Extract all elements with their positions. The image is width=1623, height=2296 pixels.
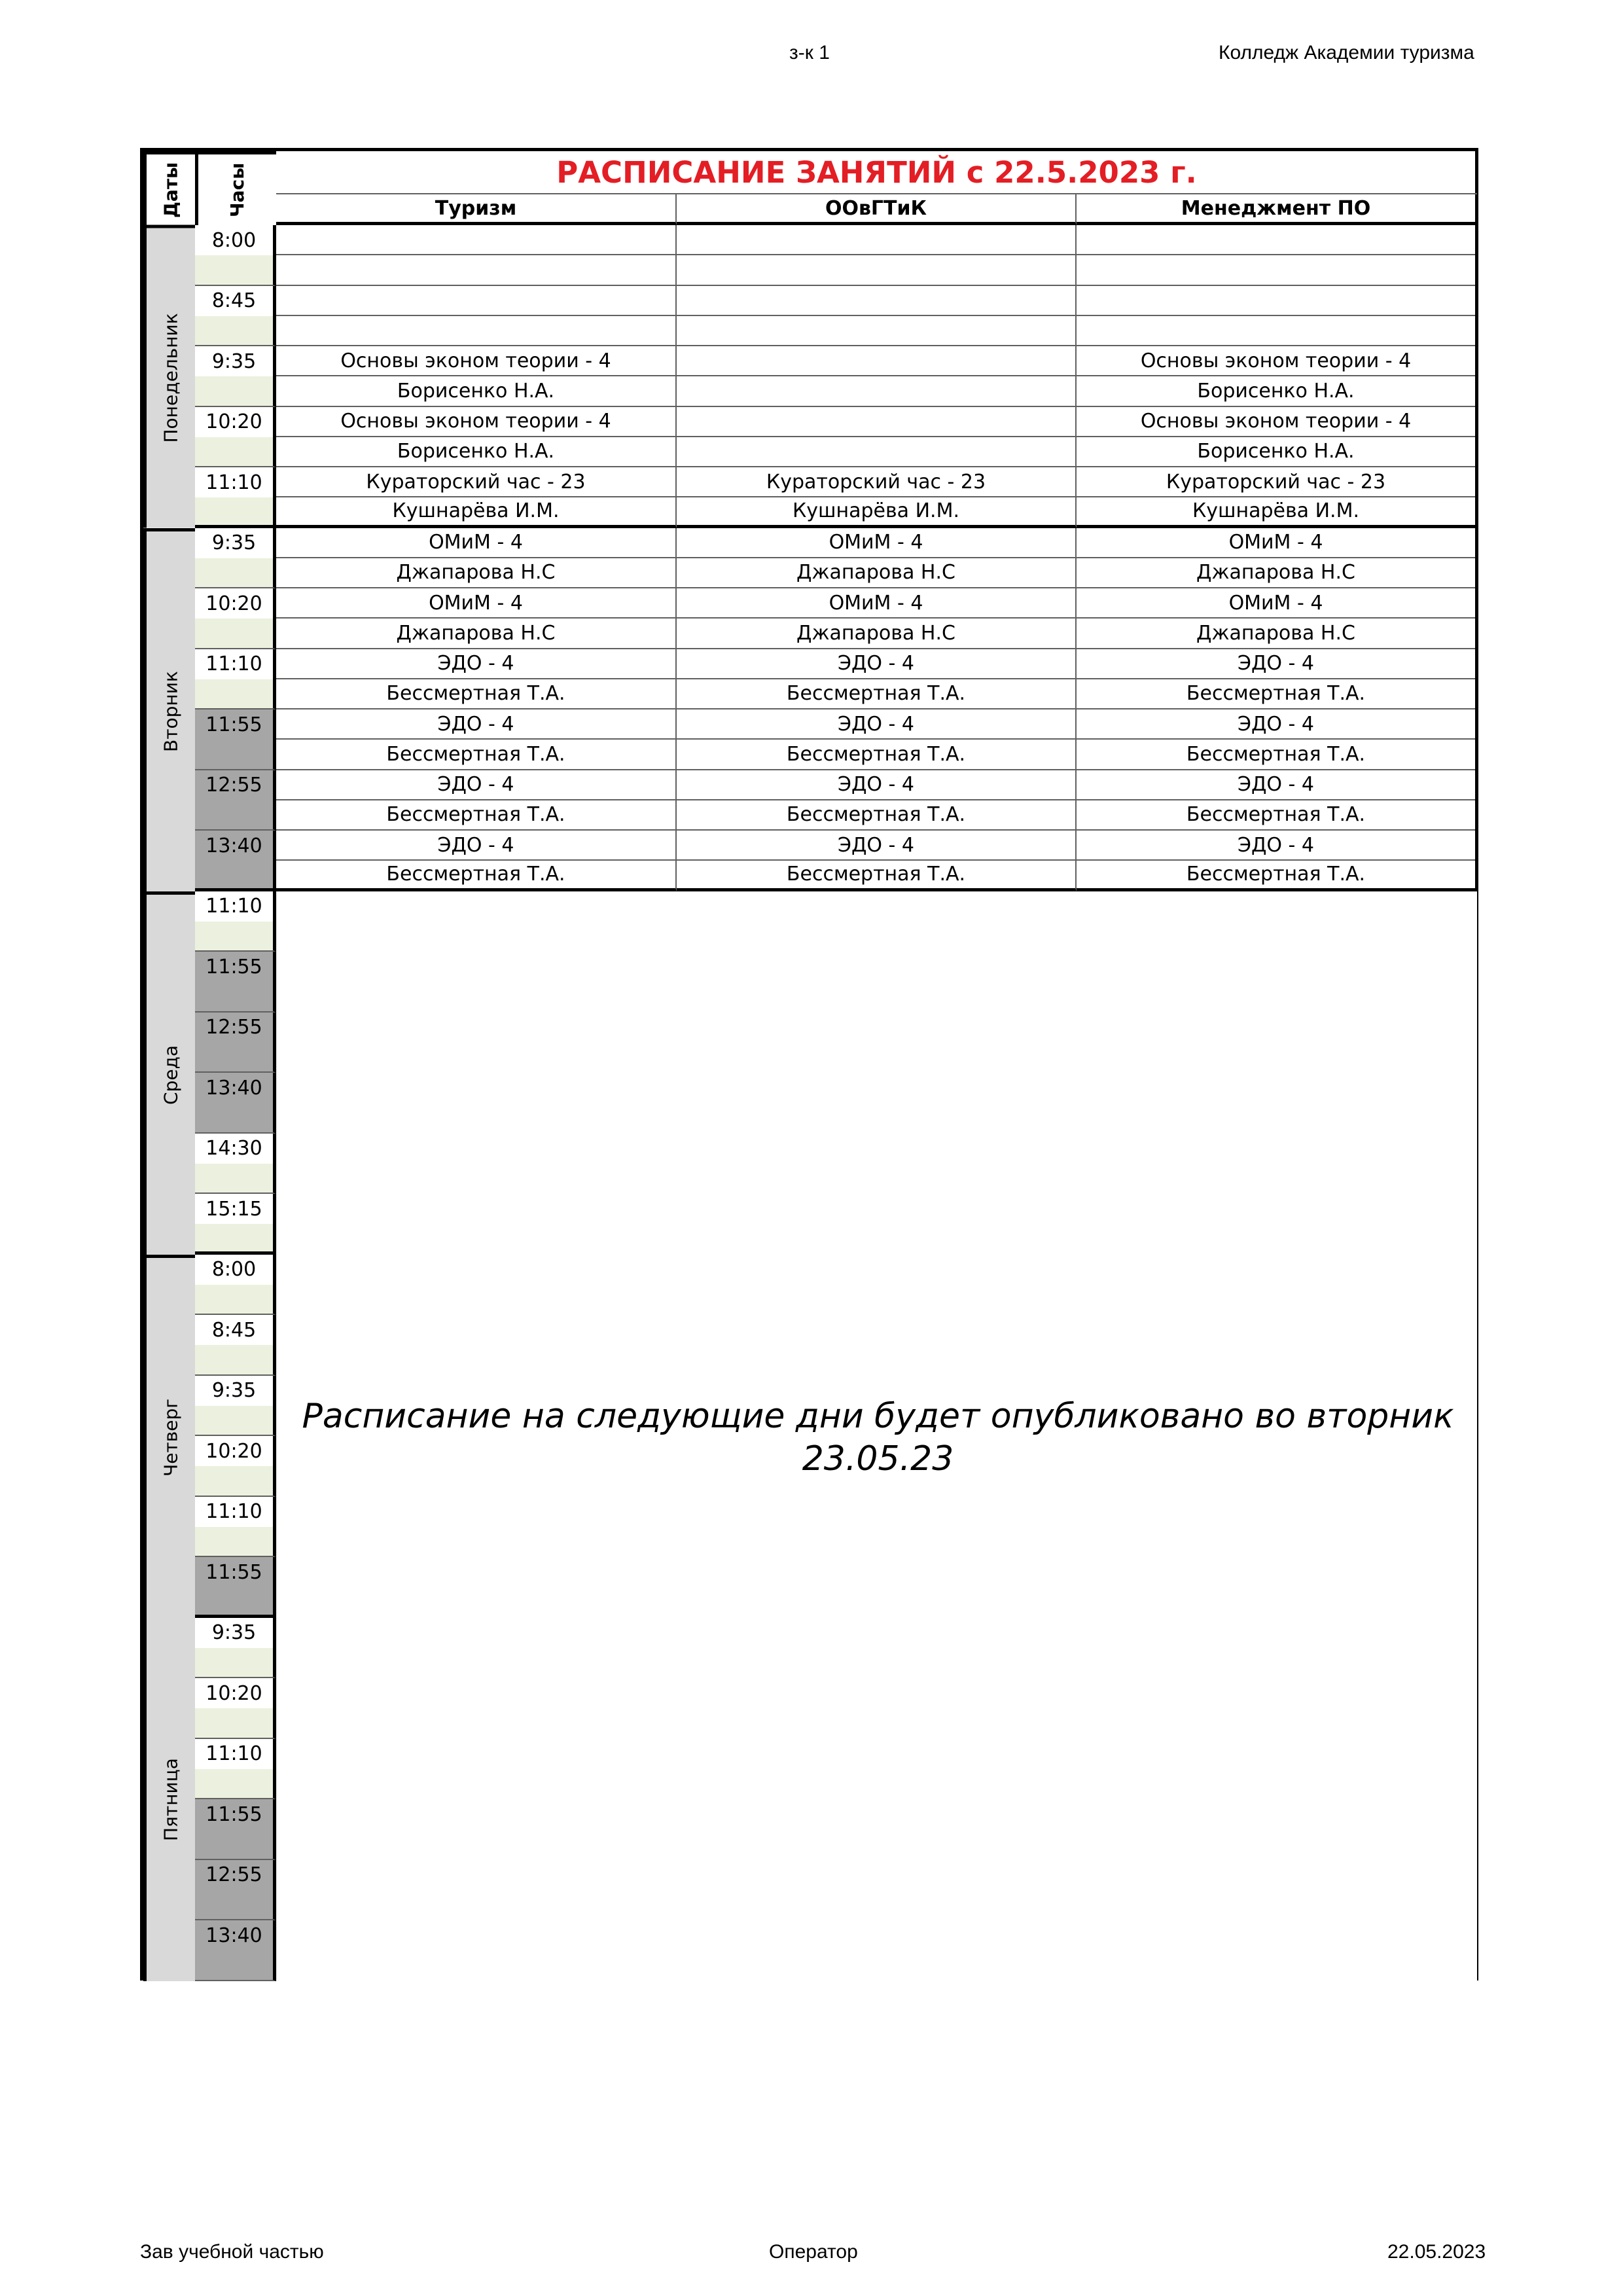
subject-cell: ЭДО - 4 — [276, 649, 677, 679]
subject-cell: ОМиМ - 4 — [677, 528, 1077, 558]
time-slot: 11:10 — [195, 1739, 276, 1769]
day-label-1: Вторник — [143, 528, 195, 891]
time-slot: 10:20 — [195, 1436, 276, 1466]
time-slot: 12:55 — [195, 1860, 276, 1890]
time-slot-shade — [195, 740, 276, 770]
subject-cell: ЭДО - 4 — [677, 649, 1077, 679]
time-slot: 8:00 — [195, 225, 276, 255]
subject-cell: Бессмертная Т.А. — [1077, 679, 1475, 709]
time-slot-shade — [195, 619, 276, 649]
time-slot: 11:10 — [195, 1497, 276, 1527]
subject-cell — [276, 255, 677, 285]
subject-cell: Бессмертная Т.А. — [677, 861, 1077, 891]
time-slot: 14:30 — [195, 1134, 276, 1164]
subject-cell: Борисенко Н.А. — [276, 437, 677, 467]
time-slot: 13:40 — [195, 1920, 276, 1950]
time-slot-shade — [195, 1708, 276, 1738]
subject-cell: Джапарова Н.С — [677, 558, 1077, 588]
header-center: з-к 1 — [789, 42, 830, 63]
time-slot-shade — [195, 1406, 276, 1436]
subject-cell — [677, 286, 1077, 316]
subject-cell: ЭДО - 4 — [1077, 770, 1475, 800]
time-slot: 9:35 — [195, 346, 276, 376]
day-label-3: Четверг — [143, 1255, 195, 1618]
subject-cell: Бессмертная Т.А. — [1077, 800, 1475, 831]
time-slot-shade — [195, 1103, 276, 1133]
time-slot: 11:55 — [195, 1557, 276, 1587]
subject-cell: Борисенко Н.А. — [1077, 437, 1475, 467]
group-header: Менеджмент ПО — [1077, 194, 1475, 225]
subject-cell: Основы эконом теории - 4 — [276, 346, 677, 376]
time-slot: 12:55 — [195, 1013, 276, 1043]
dates-header: Даты — [143, 151, 195, 225]
subject-cell: Кушнарёва И.М. — [1077, 497, 1475, 528]
time-slot: 10:20 — [195, 1678, 276, 1708]
time-slot-shade — [195, 316, 276, 346]
notice-line: Расписание на следующие дни будет опубликовано во вторник — [302, 1396, 1454, 1436]
time-slot-shade — [195, 1043, 276, 1073]
notice-line: 23.05.23 — [802, 1439, 954, 1479]
subject-cell — [677, 437, 1077, 467]
table-title: РАСПИСАНИЕ ЗАНЯТИЙ с 22.5.2023 г. — [276, 151, 1477, 194]
subject-cell: Борисенко Н.А. — [1077, 376, 1475, 406]
subject-cell: ОМиМ - 4 — [1077, 588, 1475, 619]
subject-cell: Кушнарёва И.М. — [276, 497, 677, 528]
time-slot: 11:10 — [195, 649, 276, 679]
time-slot-shade — [195, 1345, 276, 1375]
subject-cell: Бессмертная Т.А. — [276, 679, 677, 709]
time-slot: 11:55 — [195, 1799, 276, 1829]
time-slot: 10:20 — [195, 588, 276, 619]
time-slot-shade — [195, 1950, 276, 1981]
time-slot-shade — [195, 1587, 276, 1617]
day-label-2: Среда — [143, 891, 195, 1255]
subject-cell: Джапарова Н.С — [1077, 619, 1475, 649]
time-slot: 8:45 — [195, 286, 276, 316]
subject-cell: Бессмертная Т.А. — [1077, 861, 1475, 891]
subject-cell: ЭДО - 4 — [276, 831, 677, 861]
subject-cell — [677, 376, 1077, 406]
subject-cell: Основы эконом теории - 4 — [1077, 407, 1475, 437]
subject-cell — [1077, 225, 1475, 255]
subject-cell: Бессмертная Т.А. — [276, 740, 677, 770]
subject-cell — [677, 316, 1077, 346]
subject-cell: Основы эконом теории - 4 — [1077, 346, 1475, 376]
schedule-notice — [277, 1395, 1478, 1480]
footer-center: Оператор — [769, 2241, 858, 2263]
subject-cell: Бессмертная Т.А. — [276, 861, 677, 891]
time-slot-shade — [195, 1890, 276, 1920]
time-slot: 11:55 — [195, 952, 276, 982]
subject-cell: Борисенко Н.А. — [276, 376, 677, 406]
subject-cell: ОМиМ - 4 — [276, 528, 677, 558]
time-slot: 12:55 — [195, 770, 276, 800]
subject-cell: ЭДО - 4 — [677, 770, 1077, 800]
subject-cell: Джапарова Н.С — [276, 558, 677, 588]
time-slot-shade — [195, 1224, 276, 1254]
day-label-4: Пятница — [143, 1618, 195, 1981]
subject-cell: ОМиМ - 4 — [677, 588, 1077, 619]
time-slot-shade — [195, 982, 276, 1012]
time-slot: 13:40 — [195, 831, 276, 861]
time-slot-shade — [195, 255, 276, 285]
time-slot: 9:35 — [195, 528, 276, 558]
subject-cell — [677, 255, 1077, 285]
time-slot-shade — [195, 1648, 276, 1678]
time-slot: 11:10 — [195, 467, 276, 497]
subject-cell: ОМиМ - 4 — [1077, 528, 1475, 558]
subject-cell: Джапарова Н.С — [677, 619, 1077, 649]
time-slot-shade — [195, 861, 276, 891]
subject-cell — [1077, 255, 1475, 285]
subject-cell: Джапарова Н.С — [1077, 558, 1475, 588]
time-slot-shade — [195, 497, 276, 528]
subject-cell — [276, 286, 677, 316]
time-slot-shade — [195, 437, 276, 467]
time-slot: 10:20 — [195, 407, 276, 437]
subject-cell: Бессмертная Т.А. — [1077, 740, 1475, 770]
time-slot-shade — [195, 922, 276, 952]
subject-cell: ЭДО - 4 — [677, 709, 1077, 740]
footer-right: 22.05.2023 — [1387, 2241, 1486, 2263]
header-right: Колледж Академии туризма — [1219, 42, 1474, 63]
subject-cell: ЭДО - 4 — [1077, 831, 1475, 861]
subject-cell: Джапарова Н.С — [276, 619, 677, 649]
subject-cell: ЭДО - 4 — [276, 709, 677, 740]
subject-cell: Бессмертная Т.А. — [677, 740, 1077, 770]
group-header: Туризм — [276, 194, 677, 225]
subject-cell: ЭДО - 4 — [1077, 649, 1475, 679]
subject-cell — [677, 407, 1077, 437]
subject-cell: ЭДО - 4 — [276, 770, 677, 800]
subject-cell: ЭДО - 4 — [677, 831, 1077, 861]
hours-header: Часы — [195, 151, 276, 225]
day-label-0: Понедельник — [143, 225, 195, 528]
time-slot-shade — [195, 558, 276, 588]
subject-cell — [276, 316, 677, 346]
time-slot-shade — [195, 1466, 276, 1496]
subject-cell: Кураторский час - 23 — [276, 467, 677, 497]
subject-cell: Бессмертная Т.А. — [677, 800, 1077, 831]
group-header: ООвГТиК — [677, 194, 1077, 225]
subject-cell — [276, 225, 677, 255]
subject-cell: Кураторский час - 23 — [1077, 467, 1475, 497]
time-slot: 9:35 — [195, 1376, 276, 1406]
time-slot: 11:10 — [195, 891, 276, 922]
time-slot-shade — [195, 1527, 276, 1557]
subject-cell — [677, 346, 1077, 376]
time-slot-shade — [195, 1829, 276, 1859]
schedule-table — [140, 148, 1478, 1981]
time-slot-shade — [195, 376, 276, 406]
time-slot: 9:35 — [195, 1618, 276, 1648]
time-slot: 11:55 — [195, 709, 276, 740]
time-slot: 8:00 — [195, 1255, 276, 1285]
subject-cell — [1077, 316, 1475, 346]
subject-cell: Основы эконом теории - 4 — [276, 407, 677, 437]
time-slot-shade — [195, 1769, 276, 1799]
subject-cell: Бессмертная Т.А. — [677, 679, 1077, 709]
time-slot-shade — [195, 1285, 276, 1315]
subject-cell: Кушнарёва И.М. — [677, 497, 1077, 528]
subject-cell: ЭДО - 4 — [1077, 709, 1475, 740]
time-slot: 13:40 — [195, 1073, 276, 1103]
subject-cell: Бессмертная Т.А. — [276, 800, 677, 831]
time-slot: 15:15 — [195, 1194, 276, 1224]
subject-cell — [1077, 286, 1475, 316]
time-slot-shade — [195, 1164, 276, 1194]
time-slot-shade — [195, 679, 276, 709]
subject-cell — [677, 225, 1077, 255]
notice-area — [276, 891, 1477, 1981]
subject-cell: ОМиМ - 4 — [276, 588, 677, 619]
time-slot: 8:45 — [195, 1315, 276, 1345]
time-slot-shade — [195, 800, 276, 831]
footer-left: Зав учебной частью — [140, 2241, 324, 2263]
subject-cell: Кураторский час - 23 — [677, 467, 1077, 497]
